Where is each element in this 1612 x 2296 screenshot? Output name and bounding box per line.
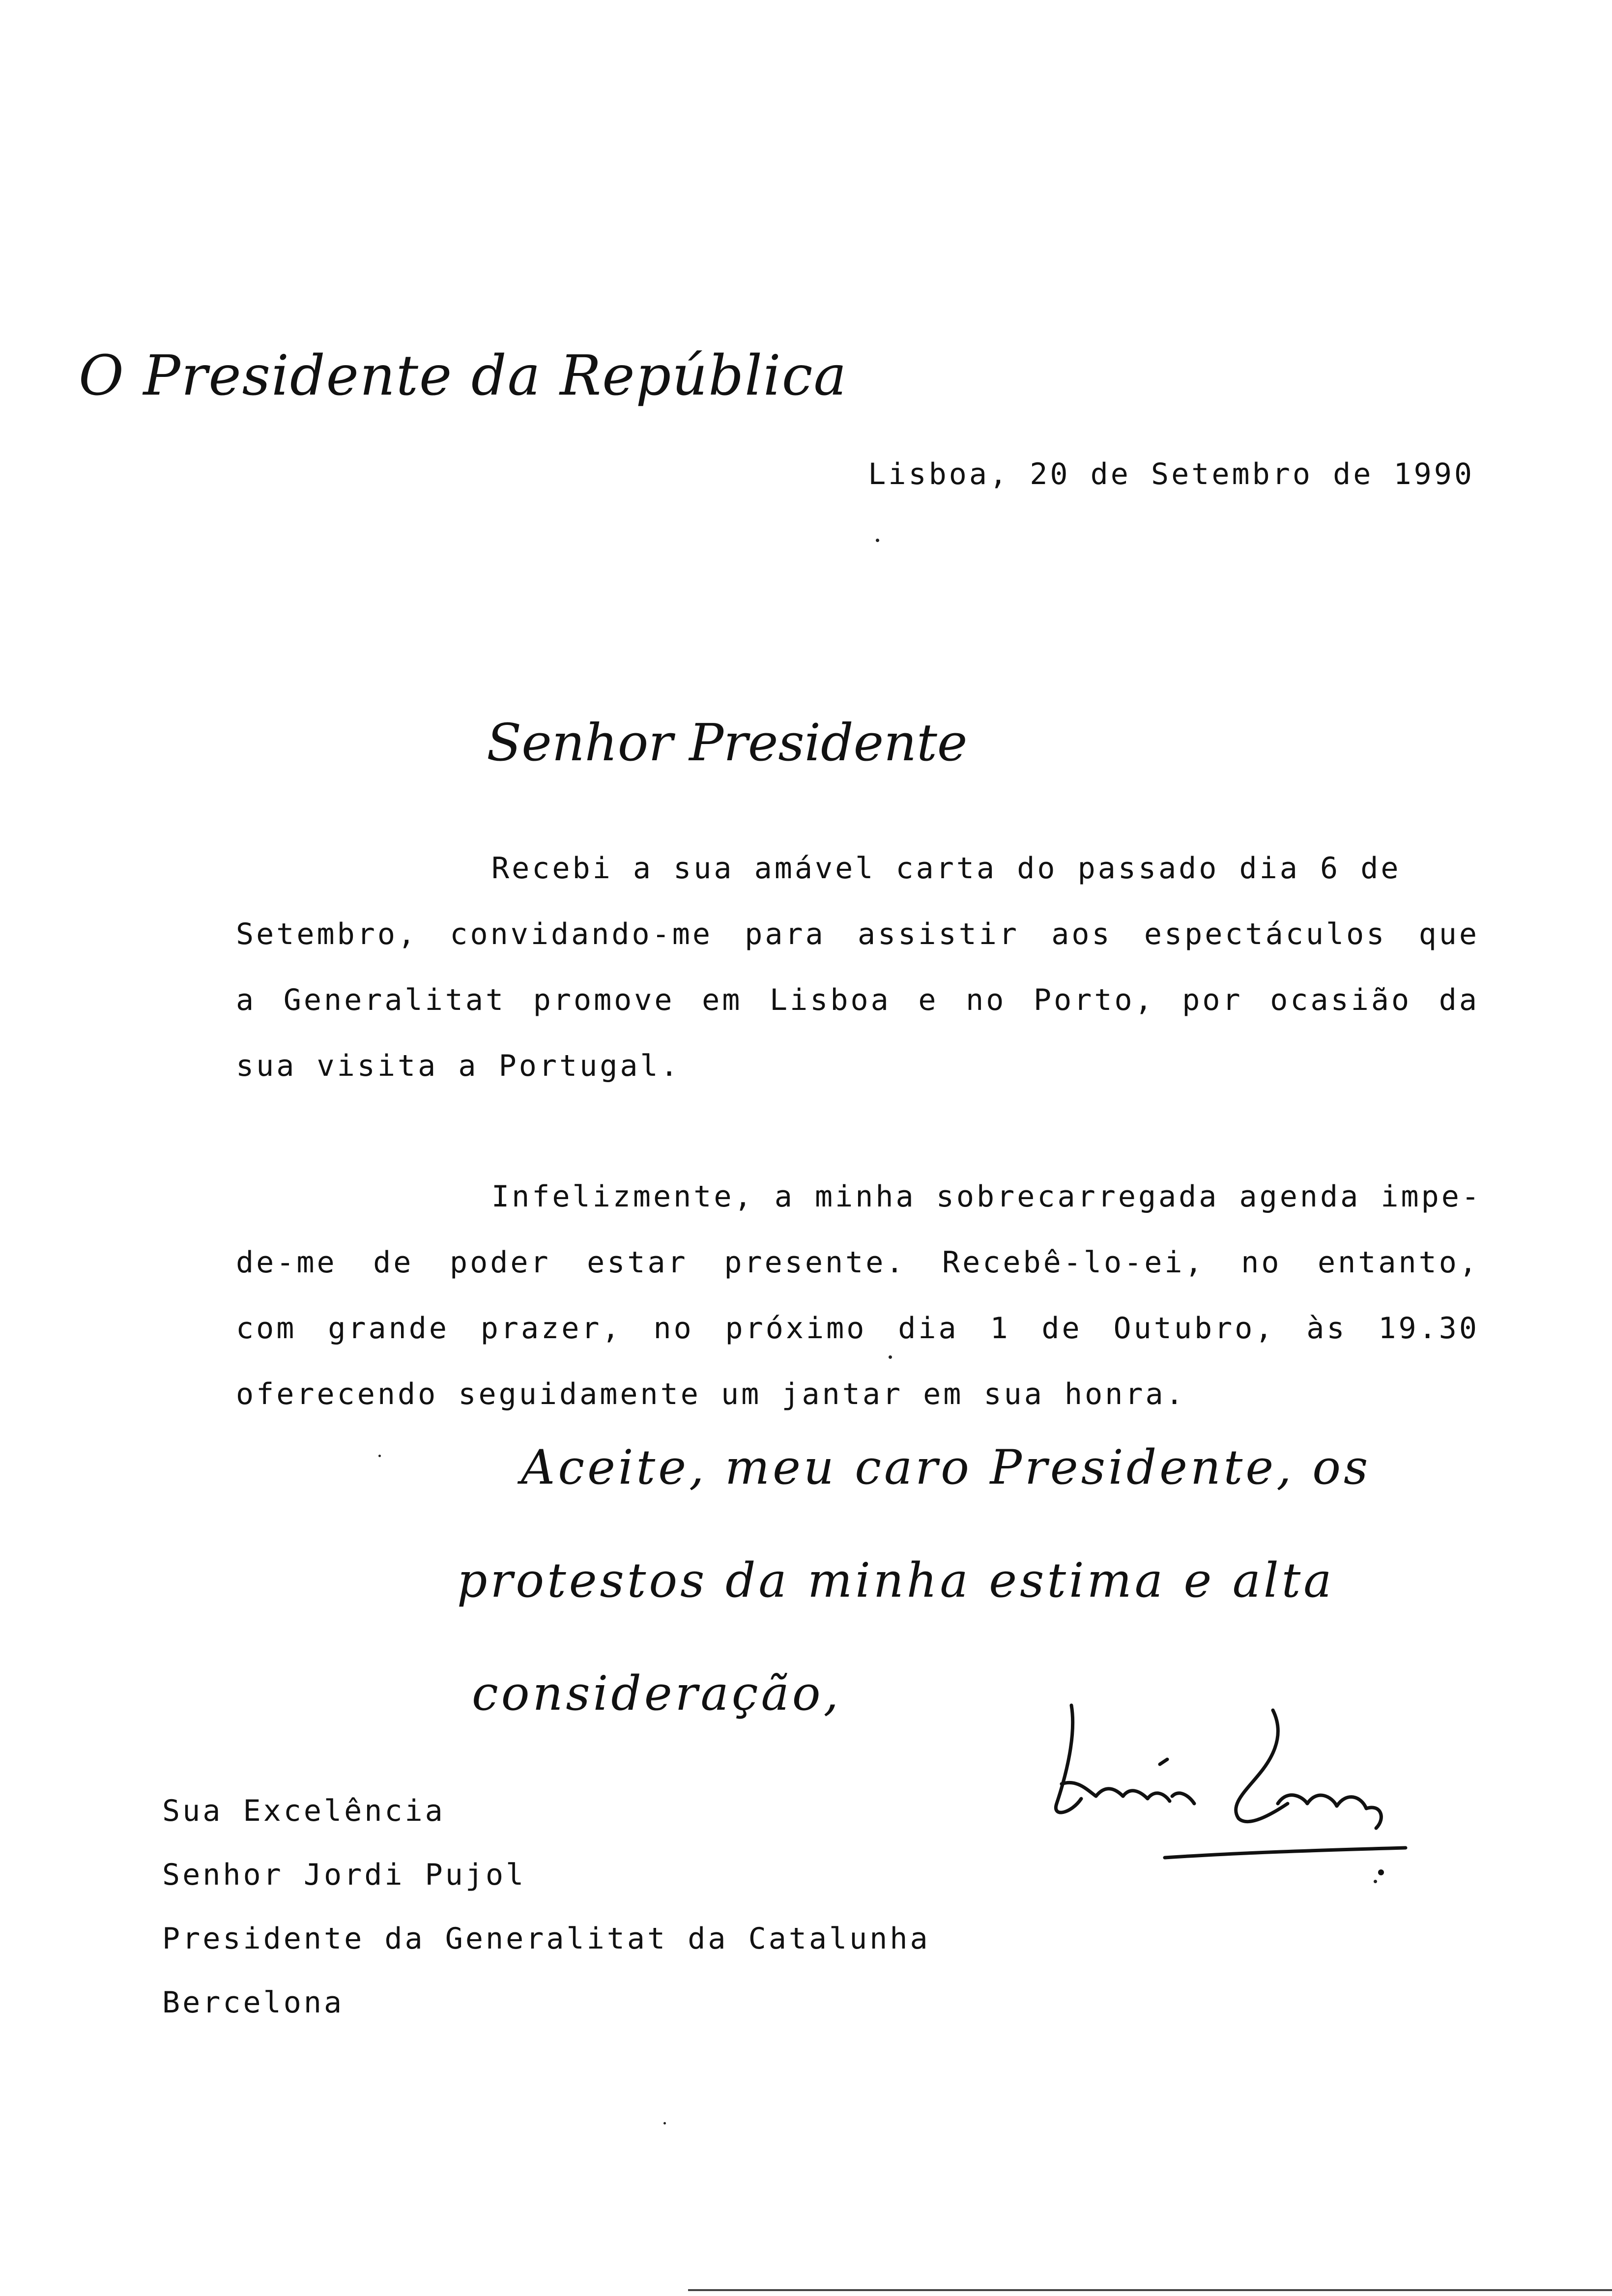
paragraph-line: Setembro, convidando-me para assistir aos espectáculos que <box>236 917 1479 951</box>
handwritten-closing-line: Aceite, meu caro Presidente, os <box>521 1440 1371 1495</box>
addressee-line: Senhor Jordi Pujol <box>162 1858 526 1892</box>
scan-speck <box>1374 1880 1377 1883</box>
paragraph-line: Infelizmente, a minha sobrecarregada agenda impe- <box>491 1179 1482 1214</box>
page-bottom-edge <box>688 2289 1612 2291</box>
paragraph-line: de-me de poder estar presente. Recebê-lo-ei, no entanto, <box>236 1245 1479 1280</box>
scan-speck <box>663 2122 666 2124</box>
addressee-line: Presidente da Generalitat da Catalunha <box>162 1922 930 1956</box>
handwritten-closing-line: consideração, <box>472 1666 842 1721</box>
paragraph-line: com grande prazer, no próximo dia 1 de Outubro, às 19.30 <box>236 1311 1479 1346</box>
paragraph-line: a Generalitat promove em Lisboa e no Porto, por ocasião da <box>236 983 1479 1017</box>
handwritten-salutation: Senhor Presidente <box>487 713 968 773</box>
paragraph-line: Recebi a sua amável carta do passado dia 6 de <box>491 851 1401 886</box>
date-line: Lisboa, 20 de Setembro de 1990 <box>868 457 1474 491</box>
body-paragraph-1 <box>236 835 1479 1099</box>
signature <box>1042 1691 1415 1897</box>
body-paragraph-2 <box>236 1164 1482 1427</box>
handwritten-closing-line: protestos da minha estima e alta <box>457 1553 1335 1608</box>
addressee-line: Bercelona <box>162 1985 345 2020</box>
scan-speck <box>889 1355 892 1359</box>
scan-speck <box>378 1455 381 1457</box>
scan-speck <box>876 539 879 542</box>
paragraph-line: sua visita a Portugal. <box>236 1049 681 1083</box>
letterhead-title: O Presidente da República <box>79 344 848 408</box>
addressee-line: Sua Excelência <box>162 1794 445 1828</box>
paragraph-line: oferecendo seguidamente um jantar em sua honra. <box>236 1377 1186 1411</box>
